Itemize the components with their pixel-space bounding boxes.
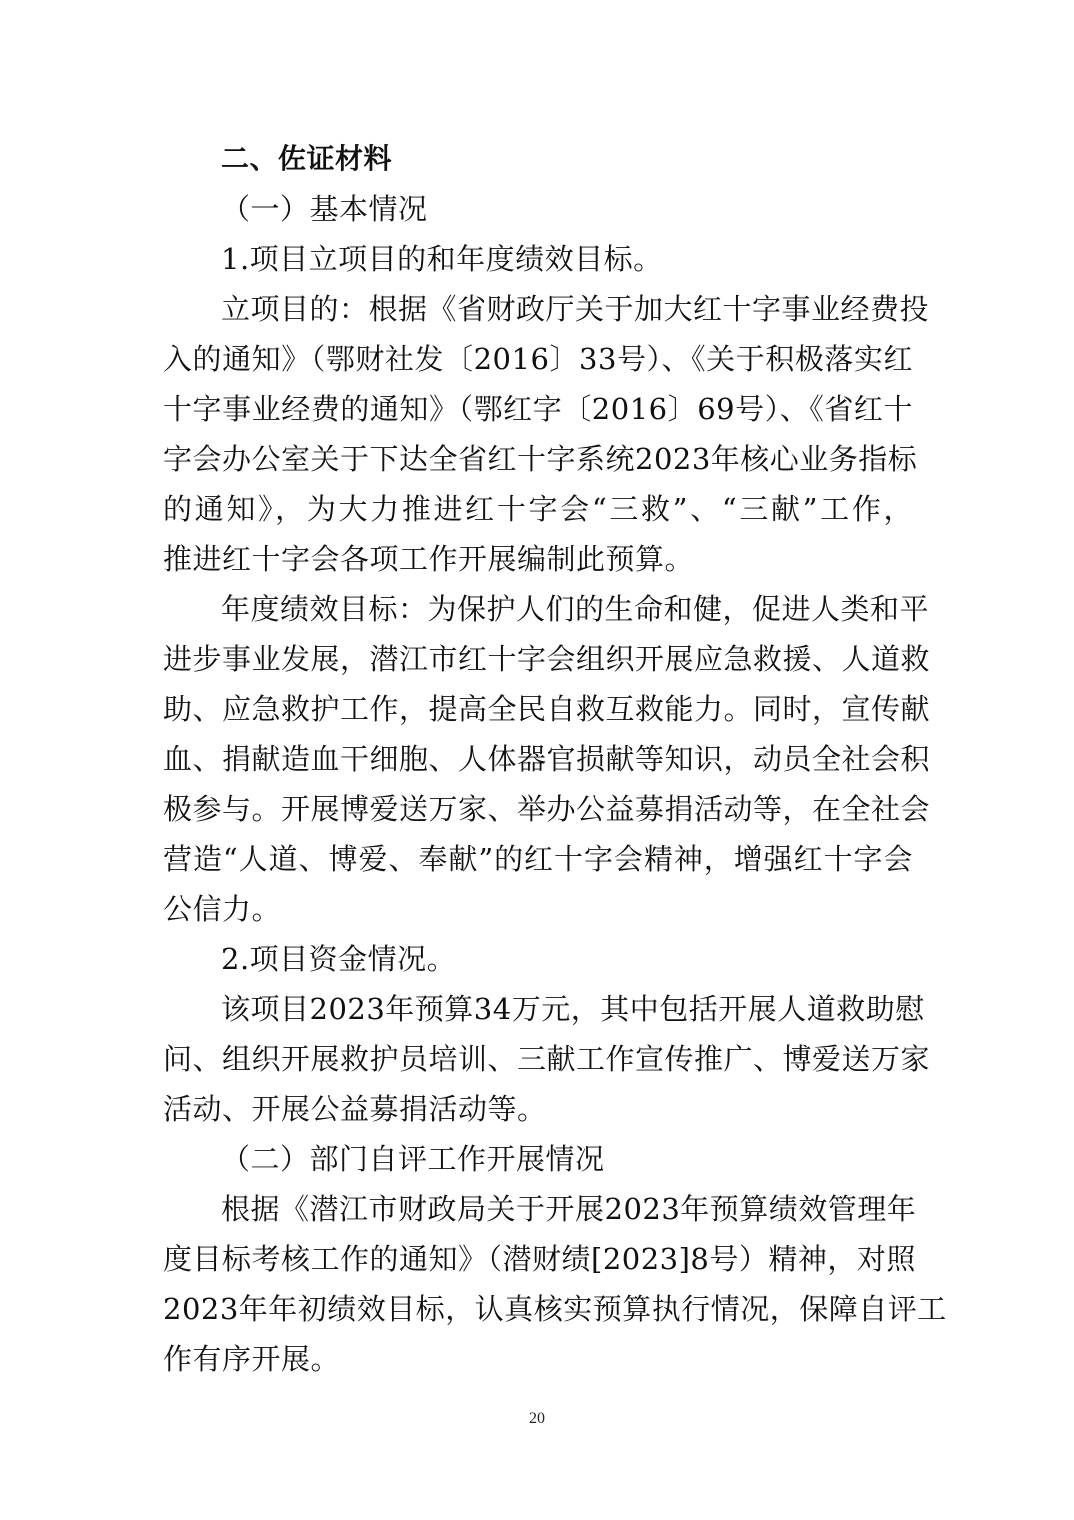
paragraph-line: 活动、开展公益募捐活动等。 [163,1092,547,1126]
subsection-heading-self-evaluation: （二）部门自评工作开展情况 [221,1142,605,1176]
paragraph-line: 该项目2023年预算34万元，其中包括开展人道救助慰 [221,992,925,1026]
item-heading-goals: 1.项目立项目的和年度绩效目标。 [221,242,663,276]
paragraph-line: 度目标考核工作的通知》（潜财绩[2023]8号）精神，对照 [163,1242,916,1276]
page-number: 20 [529,1410,545,1427]
paragraph-line: 字会办公室关于下达全省红十字系统2023年核心业务指标 [163,442,918,476]
paragraph-line: 助、应急救护工作，提高全民自救互救能力。同时，宣传献 [163,692,931,726]
paragraph-line: 问、组织开展救护员培训、三献工作宣传推广、博爱送万家 [163,1042,931,1076]
paragraph-line: 年度绩效目标：为保护人们的生命和健，促进人类和平 [221,592,930,626]
section-heading: 二、佐证材料 [221,142,393,175]
paragraph-line: 2023年年初绩效目标，认真核实预算执行情况，保障自评工 [163,1292,947,1326]
paragraph-self-evaluation [163,1184,947,1384]
paragraph-line: 极参与。开展博爱送万家、举办公益募捐活动等，在全社会 [163,792,931,826]
paragraph-line: 立项目的：根据《省财政厅关于加大红十字事业经费投 [221,292,930,326]
paragraph-annual-goal [163,584,931,934]
paragraph-purpose [163,284,930,584]
paragraph-line: 公信力。 [163,892,282,926]
item-heading-funds: 2.项目资金情况。 [221,942,457,976]
paragraph-funds [163,984,931,1134]
paragraph-line: 血、捐献造血干细胞、人体器官损献等知识，动员全社会积 [163,742,931,776]
paragraph-line: 营造“人道、博爱、奉献”的红十字会精神，增强红十字会 [163,842,913,876]
paragraph-line: 进步事业发展，潜江市红十字会组织开展应急救援、人道救 [163,642,931,676]
document-body [163,134,947,1384]
paragraph-line: 根据《潜江市财政局关于开展2023年预算绩效管理年 [221,1192,917,1226]
paragraph-line: 的通知》，为大力推进红十字会“三救”、“三献”工作， [163,492,913,526]
paragraph-line: 入的通知》（鄂财社发〔2016〕33号）、《关于积极落实红 [163,342,913,376]
paragraph-line: 作有序开展。 [163,1342,341,1376]
paragraph-line: 十字事业经费的通知》（鄂红字〔2016〕69号）、《省红十 [163,392,913,426]
subsection-heading-basic: （一）基本情况 [221,192,428,226]
paragraph-line: 推进红十字会各项工作开展编制此预算。 [163,542,695,576]
